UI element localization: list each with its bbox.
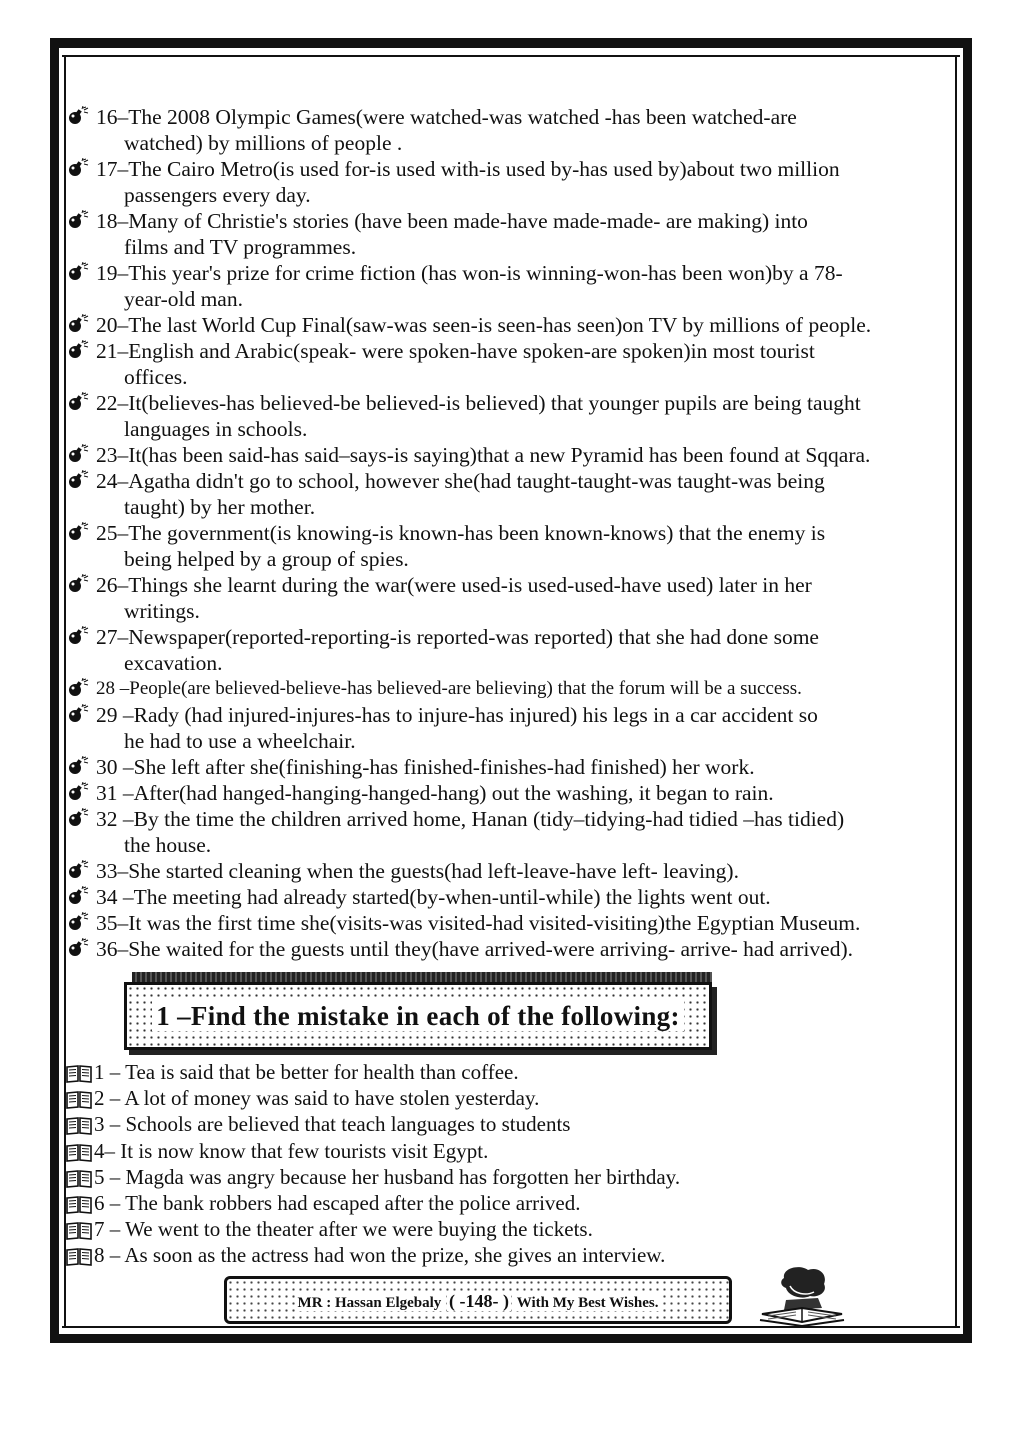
question-item [66,156,956,208]
mistake-item [66,1111,946,1137]
page-number: ( -148- ) [449,1291,510,1311]
question-text: 16–The 2008 Olympic Games(were watched-was watched -has been watched-are [96,105,797,129]
open-book-icon [66,1115,92,1133]
question-text-continued: being helped by a group of spies. [124,547,409,571]
question-text: 33–She started cleaning when the guests(had left-leave-have left- leaving). [96,859,739,883]
mistake-text: 7 – We went to the theater after we were buying the tickets. [94,1217,593,1242]
question-text: 31 –After(had hanged-hanging-hanged-hang) out the washing, it began to rain. [96,781,774,805]
mistake-item [66,1216,946,1242]
question-item [66,104,956,156]
open-book-icon [66,1089,92,1107]
mistake-text: 3 – Schools are believed that teach languages to students [94,1112,571,1137]
mistake-text: 8 – As soon as the actress had won the prize, she gives an interview. [94,1243,666,1268]
question-text: 24–Agatha didn't go to school, however she(had taught-taught-was taught-was being [96,469,825,493]
question-item [66,624,956,676]
mistake-item [66,1164,946,1190]
bomb-icon [66,860,90,880]
question-item [66,468,956,520]
frame-top-inner-border [62,55,960,57]
question-item [66,338,956,390]
question-item [66,806,956,858]
question-text-continued: offices. [124,365,188,389]
question-item [66,572,956,624]
footer-box [224,1276,732,1324]
mistake-item [66,1085,946,1111]
frame-bottom-border [50,1334,972,1343]
question-item [66,442,956,468]
question-text: 32 –By the time the children arrived home, Hanan (tidy–tidying-had tidied –has tidied) [96,807,845,831]
section-heading [118,972,714,1052]
question-text: 23–It(has been said-has said–says-is saying)that a new Pyramid has been found at Sqqara. [96,443,871,467]
footer-author: MR : Hassan Elgebaly [297,1295,442,1311]
mistake-text: 5 – Magda was angry because her husband has forgotten her birthday. [94,1164,681,1189]
bomb-icon [66,704,90,724]
mistake-text: 6 – The bank robbers had escaped after the police arrived. [94,1191,581,1216]
question-item [66,702,956,754]
bomb-icon [66,756,90,776]
question-item [66,208,956,260]
question-text-continued: languages in schools. [124,417,308,441]
bomb-icon [66,444,90,464]
bomb-icon [66,912,90,932]
question-text-continued: excavation. [124,651,223,675]
question-text: 26–Things she learnt during the war(were used-is used-used-have used) later in her [96,573,812,597]
question-text: 17–The Cairo Metro(is used for-is used with-is used by-has used by)about two million [96,157,840,181]
question-text: 29 –Rady (had injured-injures-has to injure-has injured) his legs in a car accident so [96,703,818,727]
question-text-continued: watched) by millions of people . [124,131,403,155]
question-item [66,858,956,884]
mistake-text: 1 – Tea is said that be better for health than coffee. [94,1060,519,1084]
open-book-icon [66,1168,92,1186]
question-text: 19–This year's prize for crime fiction (has won-is winning-won-has been won)by a 78- [96,261,843,285]
question-text: 21–English and Arabic(speak- were spoken-have spoken-are spoken)in most tourist [96,339,815,363]
mistake-item [66,1190,946,1216]
question-text-continued: passengers every day. [124,183,311,207]
question-item [66,260,956,312]
mistake-item [66,1138,946,1164]
question-text-continued: writings. [124,599,200,623]
bomb-icon [66,626,90,646]
frame-top-border [50,38,972,48]
frame-right-border [963,38,972,1343]
bomb-icon [66,808,90,828]
bomb-icon [66,314,90,334]
bomb-icon [66,470,90,490]
question-text: 27–Newspaper(reported-reporting-is reported-was reported) that she had done some [96,625,819,649]
mistake-text: 4– It is now know that few tourists visit Egypt. [94,1138,489,1163]
question-text-continued: the house. [124,833,212,857]
question-text: 25–The government(is knowing-is known-has been known-knows) that the enemy is [96,521,826,545]
bomb-icon [66,574,90,594]
question-text: 36–She waited for the guests until they(have arrived-were arriving- arrive- had arrived). [96,937,853,961]
question-text: 18–Many of Christie's stories (have been made-have made-made- are making) into [96,209,808,233]
question-text-continued: films and TV programmes. [124,235,357,259]
bomb-icon [66,106,90,126]
question-text: 35–It was the first time she(visits-was visited-had visited-visiting)the Egyptian Museum. [96,911,861,935]
question-item [66,754,956,780]
open-book-icon [66,1063,92,1081]
question-item [66,390,956,442]
question-item [66,676,956,702]
question-text: 28 –People(are believed-believe-has believed-are believing) that the forum will be a success. [96,678,802,699]
open-book-icon [66,1142,92,1160]
question-text: 20–The last World Cup Final(saw-was seen-is seen-has seen)on TV by millions of people. [96,313,872,337]
frame-left-border [50,38,59,1343]
question-text: 22–It(believes-has believed-be believed-is believed) that younger pupils are being taught [96,391,861,415]
mistake-list [66,1059,946,1269]
bomb-icon [66,158,90,178]
bomb-icon [66,392,90,412]
question-text-continued: he had to use a wheelchair. [124,729,356,753]
bomb-icon [66,782,90,802]
heading-box [124,982,712,1050]
question-text-continued: taught) by her mother. [124,495,316,519]
reading-student-icon [756,1264,848,1330]
bomb-icon [66,886,90,906]
bomb-icon [66,262,90,282]
question-item [66,884,956,910]
question-item [66,520,956,572]
mistake-text: 2 – A lot of money was said to have stolen yesterday. [94,1086,540,1111]
question-item [66,936,956,962]
bomb-icon [66,938,90,958]
bomb-icon [66,678,90,698]
question-text-continued: year-old man. [124,287,243,311]
question-item [66,312,956,338]
bomb-icon [66,522,90,542]
footer-wishes: With My Best Wishes. [516,1295,659,1311]
open-book-icon [66,1194,92,1212]
question-list [66,104,956,962]
question-text: 30 –She left after she(finishing-has finished-finishes-had finished) her work. [96,755,755,779]
bomb-icon [66,210,90,230]
open-book-icon [66,1246,92,1264]
mistake-item [66,1059,946,1085]
section-title: 1 –Find the mistake in each of the following: [152,1001,684,1031]
open-book-icon [66,1220,92,1238]
question-item [66,780,956,806]
bomb-icon [66,340,90,360]
question-text: 34 –The meeting had already started(by-when-until-while) the lights went out. [96,885,771,909]
question-item [66,910,956,936]
